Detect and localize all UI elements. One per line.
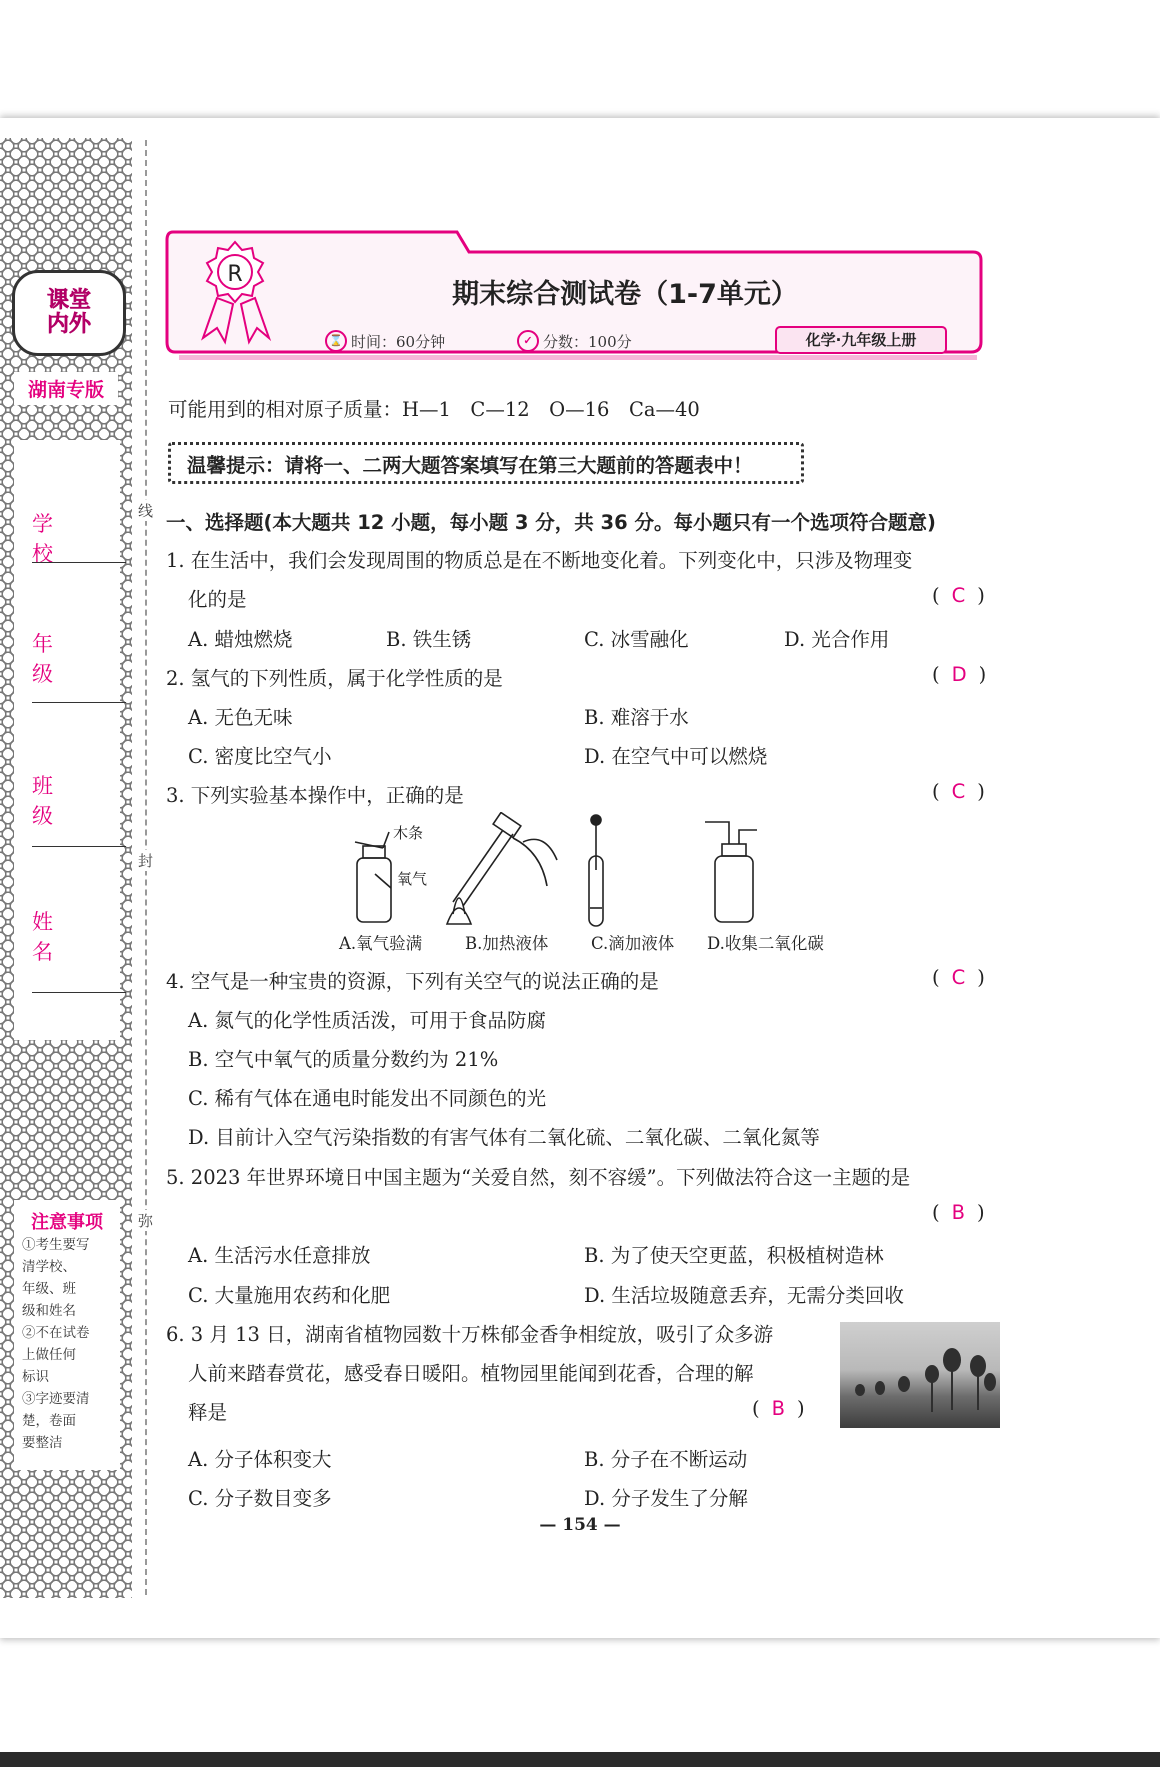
notice-item-1: ①考生要写 清学校、 年级、班 级和姓名 bbox=[22, 1237, 90, 1319]
cut-mark-mi: 弥 bbox=[138, 1212, 154, 1230]
q1-stem-cont: 化的是 bbox=[188, 588, 247, 611]
badge-letter: R bbox=[227, 262, 243, 287]
caption-d: D.收集二氧化碳 bbox=[707, 934, 824, 953]
q4-option-c: C. 稀有气体在通电时能发出不同颜色的光 bbox=[188, 1087, 547, 1110]
q5-stem: 5. 2023 年世界环境日中国主题为“关爱自然，刻不容缓”。下列做法符合这一主题的是 bbox=[166, 1166, 911, 1189]
bottom-bar bbox=[0, 1752, 1160, 1767]
score-info bbox=[517, 330, 632, 352]
edition-label: 湖南专版 bbox=[14, 372, 118, 405]
class-label: 班 级 bbox=[32, 774, 69, 828]
time-info bbox=[325, 330, 445, 352]
caption-a: A.氧气验满 bbox=[339, 934, 423, 953]
tulip-photo bbox=[840, 1322, 1000, 1428]
page-number: — 154 — bbox=[539, 1515, 621, 1535]
brand-logo bbox=[12, 270, 126, 356]
school-label: 学 校 bbox=[32, 512, 69, 566]
q1-option-b: B. 铁生锈 bbox=[386, 628, 472, 651]
q6-stem-end: 释是 bbox=[188, 1401, 228, 1424]
ribbon-badge-icon bbox=[195, 238, 275, 348]
notice-title: 注意事项 bbox=[31, 1212, 103, 1233]
school-line bbox=[32, 562, 126, 563]
cut-mark-line: 线 bbox=[138, 502, 154, 520]
notice-item-3: ③字迹要清 楚，卷面 要整洁 bbox=[22, 1391, 90, 1451]
score-text: 分数：100分 bbox=[543, 332, 632, 351]
grade-line bbox=[32, 702, 126, 703]
name-line bbox=[32, 992, 126, 993]
subject-badge: 化学·九年级上册 bbox=[775, 326, 947, 354]
q4-option-a: A. 氮气的化学性质活泼，可用于食品防腐 bbox=[188, 1009, 546, 1032]
q2-option-b: B. 难溶于水 bbox=[584, 706, 689, 729]
q5-answer: ( B ) bbox=[932, 1201, 985, 1224]
tulip-image bbox=[840, 1322, 1000, 1428]
q1-answer-letter: C bbox=[951, 584, 966, 607]
q5-option-d: D. 生活垃圾随意丢弃，无需分类回收 bbox=[584, 1284, 904, 1307]
q3-answer: ( C ) bbox=[932, 780, 985, 803]
q2-stem: 2. 氢气的下列性质，属于化学性质的是 bbox=[166, 667, 503, 690]
time-text: 时间：60分钟 bbox=[351, 332, 446, 351]
q1-option-d: D. 光合作用 bbox=[784, 628, 890, 651]
label-oxygen: 氧气 bbox=[397, 870, 428, 888]
exam-title: 期末综合测试卷（1-7单元） bbox=[452, 279, 798, 310]
name-label: 姓 名 bbox=[32, 910, 69, 964]
q3-answer-letter: C bbox=[951, 780, 966, 803]
label-splint: 木条 bbox=[393, 824, 424, 842]
q6-answer-letter: B bbox=[771, 1397, 785, 1420]
q1-option-a: A. 蜡烛燃烧 bbox=[188, 628, 293, 651]
atomic-masses: 可能用到的相对原子质量：H—1 C—12 O—16 Ca—40 bbox=[168, 398, 700, 421]
q4-answer: ( C ) bbox=[932, 966, 985, 989]
q4-option-b: B. 空气中氧气的质量分数约为 21% bbox=[188, 1048, 499, 1071]
q5-option-c: C. 大量施用农药和化肥 bbox=[188, 1284, 391, 1307]
q4-option-d: D. 目前计入空气污染指数的有害气体有二氧化硫、二氧化碳、二氧化氮等 bbox=[188, 1126, 820, 1149]
q2-option-a: A. 无色无味 bbox=[188, 706, 293, 729]
q5-option-a: A. 生活污水任意排放 bbox=[188, 1244, 371, 1267]
q4-answer-letter: C bbox=[951, 966, 966, 989]
q1-stem: 1. 在生活中，我们会发现周围的物质总是在不断地变化着。下列变化中，只涉及物理变 bbox=[166, 549, 913, 572]
cut-mark-seal: 封 bbox=[138, 852, 154, 870]
caption-b: B.加热液体 bbox=[465, 934, 549, 953]
exam-header bbox=[165, 230, 983, 360]
q2-option-d: D. 在空气中可以燃烧 bbox=[584, 745, 768, 768]
tip-box: 温馨提示：请将一、二两大题答案填写在第三大题前的答题表中！ bbox=[168, 442, 804, 484]
check-icon: ✓ bbox=[517, 330, 539, 352]
class-line bbox=[32, 846, 126, 847]
q2-answer: ( D ) bbox=[932, 663, 987, 686]
q5-answer-letter: B bbox=[951, 1201, 965, 1224]
section-title: 一、选择题(本大题共 12 小题，每小题 3 分，共 36 分。每小题只有一个选项符合题意) bbox=[166, 511, 936, 534]
hourglass-icon: ⌛ bbox=[325, 330, 347, 352]
logo-text: 课堂 内外 bbox=[46, 288, 91, 337]
caption-c: C.滴加液体 bbox=[591, 934, 675, 953]
grade-label: 年 级 bbox=[32, 632, 69, 686]
q6-option-d: D. 分子发生了分解 bbox=[584, 1487, 748, 1510]
q1-answer: ( C ) bbox=[932, 584, 985, 607]
q2-answer-letter: D bbox=[951, 663, 967, 686]
q3-stem: 3. 下列实验基本操作中，正确的是 bbox=[166, 784, 464, 807]
q5-option-b: B. 为了使天空更蓝，积极植树造林 bbox=[584, 1244, 884, 1267]
q6-stem: 6. 3 月 13 日，湖南省植物园数十万株郁金香争相绽放，吸引了众多游 bbox=[166, 1323, 774, 1346]
q6-option-c: C. 分子数目变多 bbox=[188, 1487, 332, 1510]
q1-option-c: C. 冰雪融化 bbox=[584, 628, 689, 651]
q4-stem: 4. 空气是一种宝贵的资源，下列有关空气的说法正确的是 bbox=[166, 970, 659, 993]
q6-stem-cont: 人前来踏春赏花，感受春日暖阳。植物园里能闻到花香，合理的解 bbox=[188, 1362, 754, 1385]
q6-option-b: B. 分子在不断运动 bbox=[584, 1448, 748, 1471]
student-info-box bbox=[14, 440, 120, 1040]
q6-option-a: A. 分子体积变大 bbox=[188, 1448, 332, 1471]
notice-box bbox=[14, 1200, 120, 1470]
notice-item-2: ②不在试卷 上做任何 标识 bbox=[22, 1325, 90, 1385]
q2-option-c: C. 密度比空气小 bbox=[188, 745, 332, 768]
q6-answer: ( B ) bbox=[752, 1397, 805, 1420]
q3-figure bbox=[335, 812, 855, 952]
